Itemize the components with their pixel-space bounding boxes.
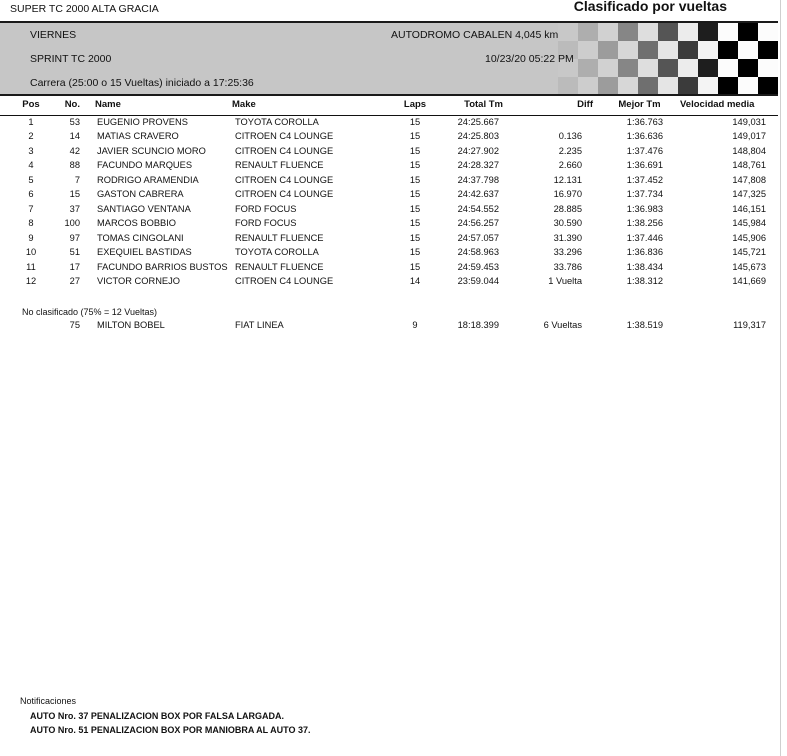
flag-square xyxy=(718,77,738,94)
cell-total-time: 24:25.667 xyxy=(457,117,499,127)
cell-name: FACUNDO MARQUES xyxy=(97,160,193,171)
cell-total-time: 24:27.902 xyxy=(457,145,499,156)
cell-diff: 28.885 xyxy=(553,203,582,214)
table-row xyxy=(0,204,778,218)
flag-square xyxy=(638,77,658,94)
table-row xyxy=(0,233,778,247)
header-diff: Diff xyxy=(577,99,593,110)
flag-square xyxy=(758,77,778,94)
cell-name: VICTOR CORNEJO xyxy=(97,275,180,286)
cell-laps: 15 xyxy=(409,247,421,258)
cell-diff: 2.660 xyxy=(558,160,582,171)
flag-square xyxy=(738,41,758,59)
cell-no: 88 xyxy=(69,160,80,171)
cell-avg-speed: 148,761 xyxy=(732,160,766,171)
cell-diff: 30.590 xyxy=(553,218,582,229)
flag-square xyxy=(618,77,638,94)
cell-avg-speed: 119,317 xyxy=(733,320,766,330)
cell-make: FORD FOCUS xyxy=(235,203,297,214)
cell-make: RENAULT FLUENCE xyxy=(235,160,324,171)
cell-make: CITROEN C4 LOUNGE xyxy=(235,189,334,200)
cell-laps: 15 xyxy=(409,189,421,200)
cell-best-lap: 1:38.312 xyxy=(626,275,663,286)
flag-square xyxy=(718,59,738,77)
cell-laps: 15 xyxy=(409,218,421,229)
notification-item: AUTO Nro. 51 PENALIZACION BOX POR MANIOBRA AL AUTO 37. xyxy=(30,725,311,735)
flag-square xyxy=(598,23,618,41)
cell-best-lap: 1:37.446 xyxy=(626,232,663,243)
flag-square xyxy=(658,77,678,94)
header-no: No. xyxy=(64,99,80,110)
results-table-header xyxy=(0,99,778,116)
cell-no: 75 xyxy=(69,320,80,330)
flag-square xyxy=(738,59,758,77)
cell-laps: 15 xyxy=(409,160,421,171)
flag-square xyxy=(678,23,698,41)
table-row xyxy=(0,146,778,160)
flag-square xyxy=(598,59,618,77)
cell-best-lap: 1:36.636 xyxy=(626,131,663,142)
cell-make: FORD FOCUS xyxy=(235,218,297,229)
cell-avg-speed: 145,906 xyxy=(732,232,766,243)
cell-make: RENAULT FLUENCE xyxy=(235,232,324,243)
cell-laps: 15 xyxy=(409,131,421,142)
cell-avg-speed: 149,031 xyxy=(732,117,766,127)
flag-square xyxy=(658,41,678,59)
cell-best-lap: 1:37.476 xyxy=(626,145,663,156)
table-row xyxy=(0,160,778,174)
cell-no: 27 xyxy=(69,275,80,286)
cell-total-time: 24:57.057 xyxy=(457,232,499,243)
cell-name: TOMAS CINGOLANI xyxy=(97,232,184,243)
cell-total-time: 24:58.963 xyxy=(457,247,499,258)
cell-avg-speed: 145,673 xyxy=(732,261,766,272)
checkered-flag-graphic xyxy=(538,23,778,94)
cell-name: EXEQUIEL BASTIDAS xyxy=(97,247,192,258)
cell-diff: 31.390 xyxy=(553,232,582,243)
header-laps: Laps xyxy=(403,99,427,110)
flag-square xyxy=(598,41,618,59)
cell-diff: 16.970 xyxy=(553,189,582,200)
flag-square xyxy=(718,23,738,41)
cell-avg-speed: 145,721 xyxy=(732,247,766,258)
cell-diff: 6 Vueltas xyxy=(543,320,582,330)
notification-item: AUTO Nro. 37 PENALIZACION BOX POR FALSA LARGADA. xyxy=(30,711,285,721)
header-pos: Pos xyxy=(22,99,40,110)
table-row xyxy=(0,117,778,131)
cell-no: 17 xyxy=(69,261,80,272)
banner-race-info: Carrera (25:00 o 15 Vueltas) iniciado a 17:25:36 xyxy=(30,77,254,89)
cell-diff: 33.786 xyxy=(553,261,582,272)
cell-pos: 1 xyxy=(28,117,34,127)
cell-no: 51 xyxy=(69,247,80,258)
cell-total-time: 23:59.044 xyxy=(457,275,499,286)
cell-best-lap: 1:36.983 xyxy=(626,203,663,214)
cell-best-lap: 1:37.734 xyxy=(626,189,663,200)
flag-square xyxy=(718,41,738,59)
cell-total-time: 24:37.798 xyxy=(457,174,499,185)
notifications-title: Notificaciones xyxy=(20,696,77,706)
cell-laps: 15 xyxy=(409,261,421,272)
flag-square xyxy=(758,23,778,41)
cell-best-lap: 1:37.452 xyxy=(626,174,663,185)
cell-name: JAVIER SCUNCIO MORO xyxy=(97,145,206,156)
banner-day: VIERNES xyxy=(30,29,77,41)
page-edge-line xyxy=(780,0,781,756)
event-title: SUPER TC 2000 ALTA GRACIA xyxy=(10,3,159,15)
flag-square xyxy=(698,41,718,59)
header-best-lap: Mejor Tm xyxy=(618,99,661,110)
cell-avg-speed: 141,669 xyxy=(732,275,766,286)
cell-pos: 3 xyxy=(28,145,34,156)
cell-name: MATIAS CRAVERO xyxy=(97,131,179,142)
cell-diff: 12.131 xyxy=(553,174,582,185)
cell-avg-speed: 149,017 xyxy=(732,131,766,142)
flag-square xyxy=(758,41,778,59)
cell-laps: 9 xyxy=(412,320,418,330)
table-row xyxy=(0,189,778,203)
flag-square xyxy=(558,41,578,59)
cell-no: 53 xyxy=(69,117,80,127)
cell-no: 97 xyxy=(69,232,80,243)
flag-square xyxy=(638,41,658,59)
header-total-time: Total Tm xyxy=(464,99,503,110)
cell-pos: 5 xyxy=(28,174,34,185)
cell-best-lap: 1:36.763 xyxy=(626,117,663,127)
table-row xyxy=(0,175,778,189)
cell-total-time: 24:54.552 xyxy=(457,203,499,214)
flag-square xyxy=(658,23,678,41)
table-row xyxy=(0,320,778,334)
cell-no: 42 xyxy=(69,145,80,156)
cell-laps: 14 xyxy=(409,275,421,286)
cell-laps: 15 xyxy=(409,232,421,243)
flag-square xyxy=(558,77,578,94)
cell-name: MARCOS BOBBIO xyxy=(97,218,177,229)
flag-square xyxy=(558,23,578,41)
table-row xyxy=(0,262,778,276)
cell-best-lap: 1:38.519 xyxy=(626,320,663,330)
flag-square xyxy=(678,77,698,94)
cell-best-lap: 1:36.691 xyxy=(626,160,663,171)
cell-make: RENAULT FLUENCE xyxy=(235,261,324,272)
cell-pos: 4 xyxy=(28,160,34,171)
cell-no: 37 xyxy=(69,203,80,214)
table-row xyxy=(0,131,778,145)
banner-circuit: AUTODROMO CABALEN 4,045 km xyxy=(391,29,559,41)
cell-no: 15 xyxy=(69,189,80,200)
flag-square xyxy=(758,59,778,77)
flag-square xyxy=(618,23,638,41)
flag-square xyxy=(558,59,578,77)
cell-pos: 9 xyxy=(28,232,34,243)
cell-avg-speed: 145,984 xyxy=(732,218,766,229)
cell-pos: 7 xyxy=(28,203,34,214)
cell-pos: 8 xyxy=(28,218,34,229)
cell-name: RODRIGO ARAMENDIA xyxy=(97,174,199,185)
header-avg-speed: Velocidad media xyxy=(680,99,755,110)
cell-laps: 15 xyxy=(409,117,421,127)
cell-laps: 15 xyxy=(409,203,421,214)
cell-pos: 12 xyxy=(25,275,37,286)
cell-total-time: 18:18.399 xyxy=(457,320,499,330)
flag-square xyxy=(578,77,598,94)
cell-no: 7 xyxy=(74,174,80,185)
cell-make: TOYOTA COROLLA xyxy=(235,117,319,127)
cell-make: TOYOTA COROLLA xyxy=(235,247,319,258)
flag-square xyxy=(598,77,618,94)
cell-name: FACUNDO BARRIOS BUSTOS xyxy=(97,261,228,272)
cell-diff: 33.296 xyxy=(553,247,582,258)
cell-make: CITROEN C4 LOUNGE xyxy=(235,145,334,156)
cell-name: EUGENIO PROVENS xyxy=(97,117,188,127)
banner-session: SPRINT TC 2000 xyxy=(30,53,112,65)
flag-square xyxy=(618,41,638,59)
flag-square xyxy=(658,59,678,77)
cell-best-lap: 1:38.256 xyxy=(626,218,663,229)
flag-square xyxy=(638,23,658,41)
cell-pos: 10 xyxy=(25,247,37,258)
flag-square xyxy=(738,77,758,94)
flag-square xyxy=(678,59,698,77)
cell-make: FIAT LINEA xyxy=(235,320,284,330)
report-title: Clasificado por vueltas xyxy=(573,0,727,14)
table-row xyxy=(0,247,778,261)
cell-diff: 2.235 xyxy=(558,145,582,156)
header-name: Name xyxy=(95,99,121,110)
cell-pos: 11 xyxy=(26,261,36,272)
flag-square xyxy=(698,77,718,94)
banner-datetime: 10/23/20 05:22 PM xyxy=(485,53,574,65)
cell-avg-speed: 147,325 xyxy=(732,189,766,200)
flag-square xyxy=(578,59,598,77)
cell-diff: 1 Vuelta xyxy=(548,275,582,286)
table-row xyxy=(0,218,778,232)
cell-best-lap: 1:38.434 xyxy=(626,261,663,272)
cell-pos: 2 xyxy=(28,131,34,142)
cell-name: MILTON BOBEL xyxy=(97,320,165,330)
cell-no: 14 xyxy=(69,131,80,142)
table-row xyxy=(0,276,778,290)
header-make: Make xyxy=(232,99,256,110)
cell-total-time: 24:42.637 xyxy=(457,189,499,200)
flag-square xyxy=(578,23,598,41)
cell-laps: 15 xyxy=(409,174,421,185)
cell-name: GASTON CABRERA xyxy=(97,189,184,200)
cell-pos: 6 xyxy=(28,189,34,200)
cell-no: 100 xyxy=(64,218,80,229)
cell-diff: 0.136 xyxy=(558,131,582,142)
cell-best-lap: 1:36.836 xyxy=(626,247,663,258)
cell-name: SANTIAGO VENTANA xyxy=(97,203,191,214)
cell-avg-speed: 146,151 xyxy=(732,203,766,214)
cell-make: CITROEN C4 LOUNGE xyxy=(235,131,334,142)
cell-total-time: 24:56.257 xyxy=(457,218,499,229)
cell-avg-speed: 148,804 xyxy=(732,145,766,156)
cell-avg-speed: 147,808 xyxy=(732,174,766,185)
cell-make: CITROEN C4 LOUNGE xyxy=(235,275,334,286)
flag-square xyxy=(698,23,718,41)
flag-square xyxy=(578,41,598,59)
not-classified-label: No clasificado (75% = 12 Vueltas) xyxy=(22,307,157,317)
cell-total-time: 24:59.453 xyxy=(457,261,499,272)
cell-laps: 15 xyxy=(409,145,421,156)
cell-total-time: 24:28.327 xyxy=(457,160,499,171)
flag-square xyxy=(738,23,758,41)
flag-square xyxy=(698,59,718,77)
cell-total-time: 24:25.803 xyxy=(457,131,499,142)
flag-square xyxy=(618,59,638,77)
session-banner xyxy=(0,21,778,96)
cell-make: CITROEN C4 LOUNGE xyxy=(235,174,334,185)
flag-square xyxy=(678,41,698,59)
flag-square xyxy=(638,59,658,77)
